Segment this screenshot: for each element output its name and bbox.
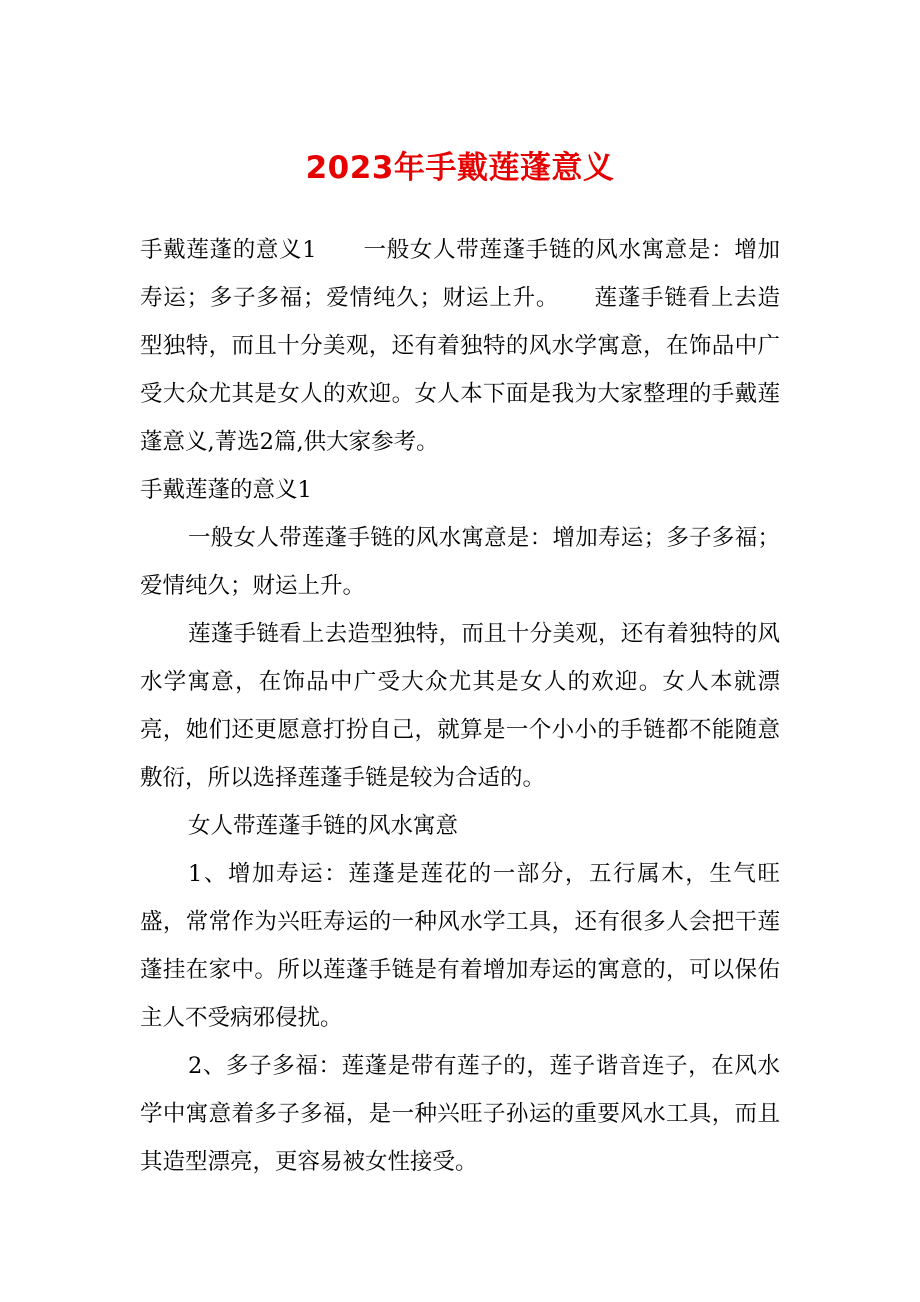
body-paragraph: 一般女人带莲蓬手链的风水寓意是：增加寿运；多子多福；爱情纯久；财运上升。 [140,525,780,599]
body-paragraph: 莲蓬手链看上去造型独特，而且十分美观，还有着独特的风水学寓意，在饰品中广受大众尤其是女人的欢迎。女人本就漂亮，她们还更愿意打扮自己，就算是一个小小的手链都不能随意敷衍，所以选择莲蓬手链是较为合适的。 [140,621,780,791]
body-paragraph: 手戴莲蓬的意义1 一般女人带莲蓬手链的风水寓意是：增加寿运；多子多福；爱情纯久；财运上升。 莲蓬手链看上去造型独特，而且十分美观，还有着独特的风水学寓意，在饰品中广受大众尤其是女人的欢迎。女人本下面是我为大家整理的手戴莲蓬意义,菁选2篇,供大家参考。 [140,237,780,455]
document-body [140,226,780,1186]
body-paragraph: 1、增加寿运：莲蓬是莲花的一部分，五行属木，生气旺盛，常常作为兴旺寿运的一种风水学工具，还有很多人会把干莲蓬挂在家中。所以莲蓬手链是有着增加寿运的寓意的，可以保佑主人不受病邪侵扰。 [140,861,780,1031]
document-title: 2023年手戴莲蓬意义 [305,150,615,186]
body-paragraph: 手戴莲蓬的意义1 [140,477,312,503]
body-paragraph: 女人带莲蓬手链的风水寓意 [188,813,459,839]
body-paragraph: 2、多子多福：莲蓬是带有莲子的，莲子谐音连子，在风水学中寓意着多子多福，是一种兴旺子孙运的重要风水工具，而且其造型漂亮，更容易被女性接受。 [140,1053,780,1175]
